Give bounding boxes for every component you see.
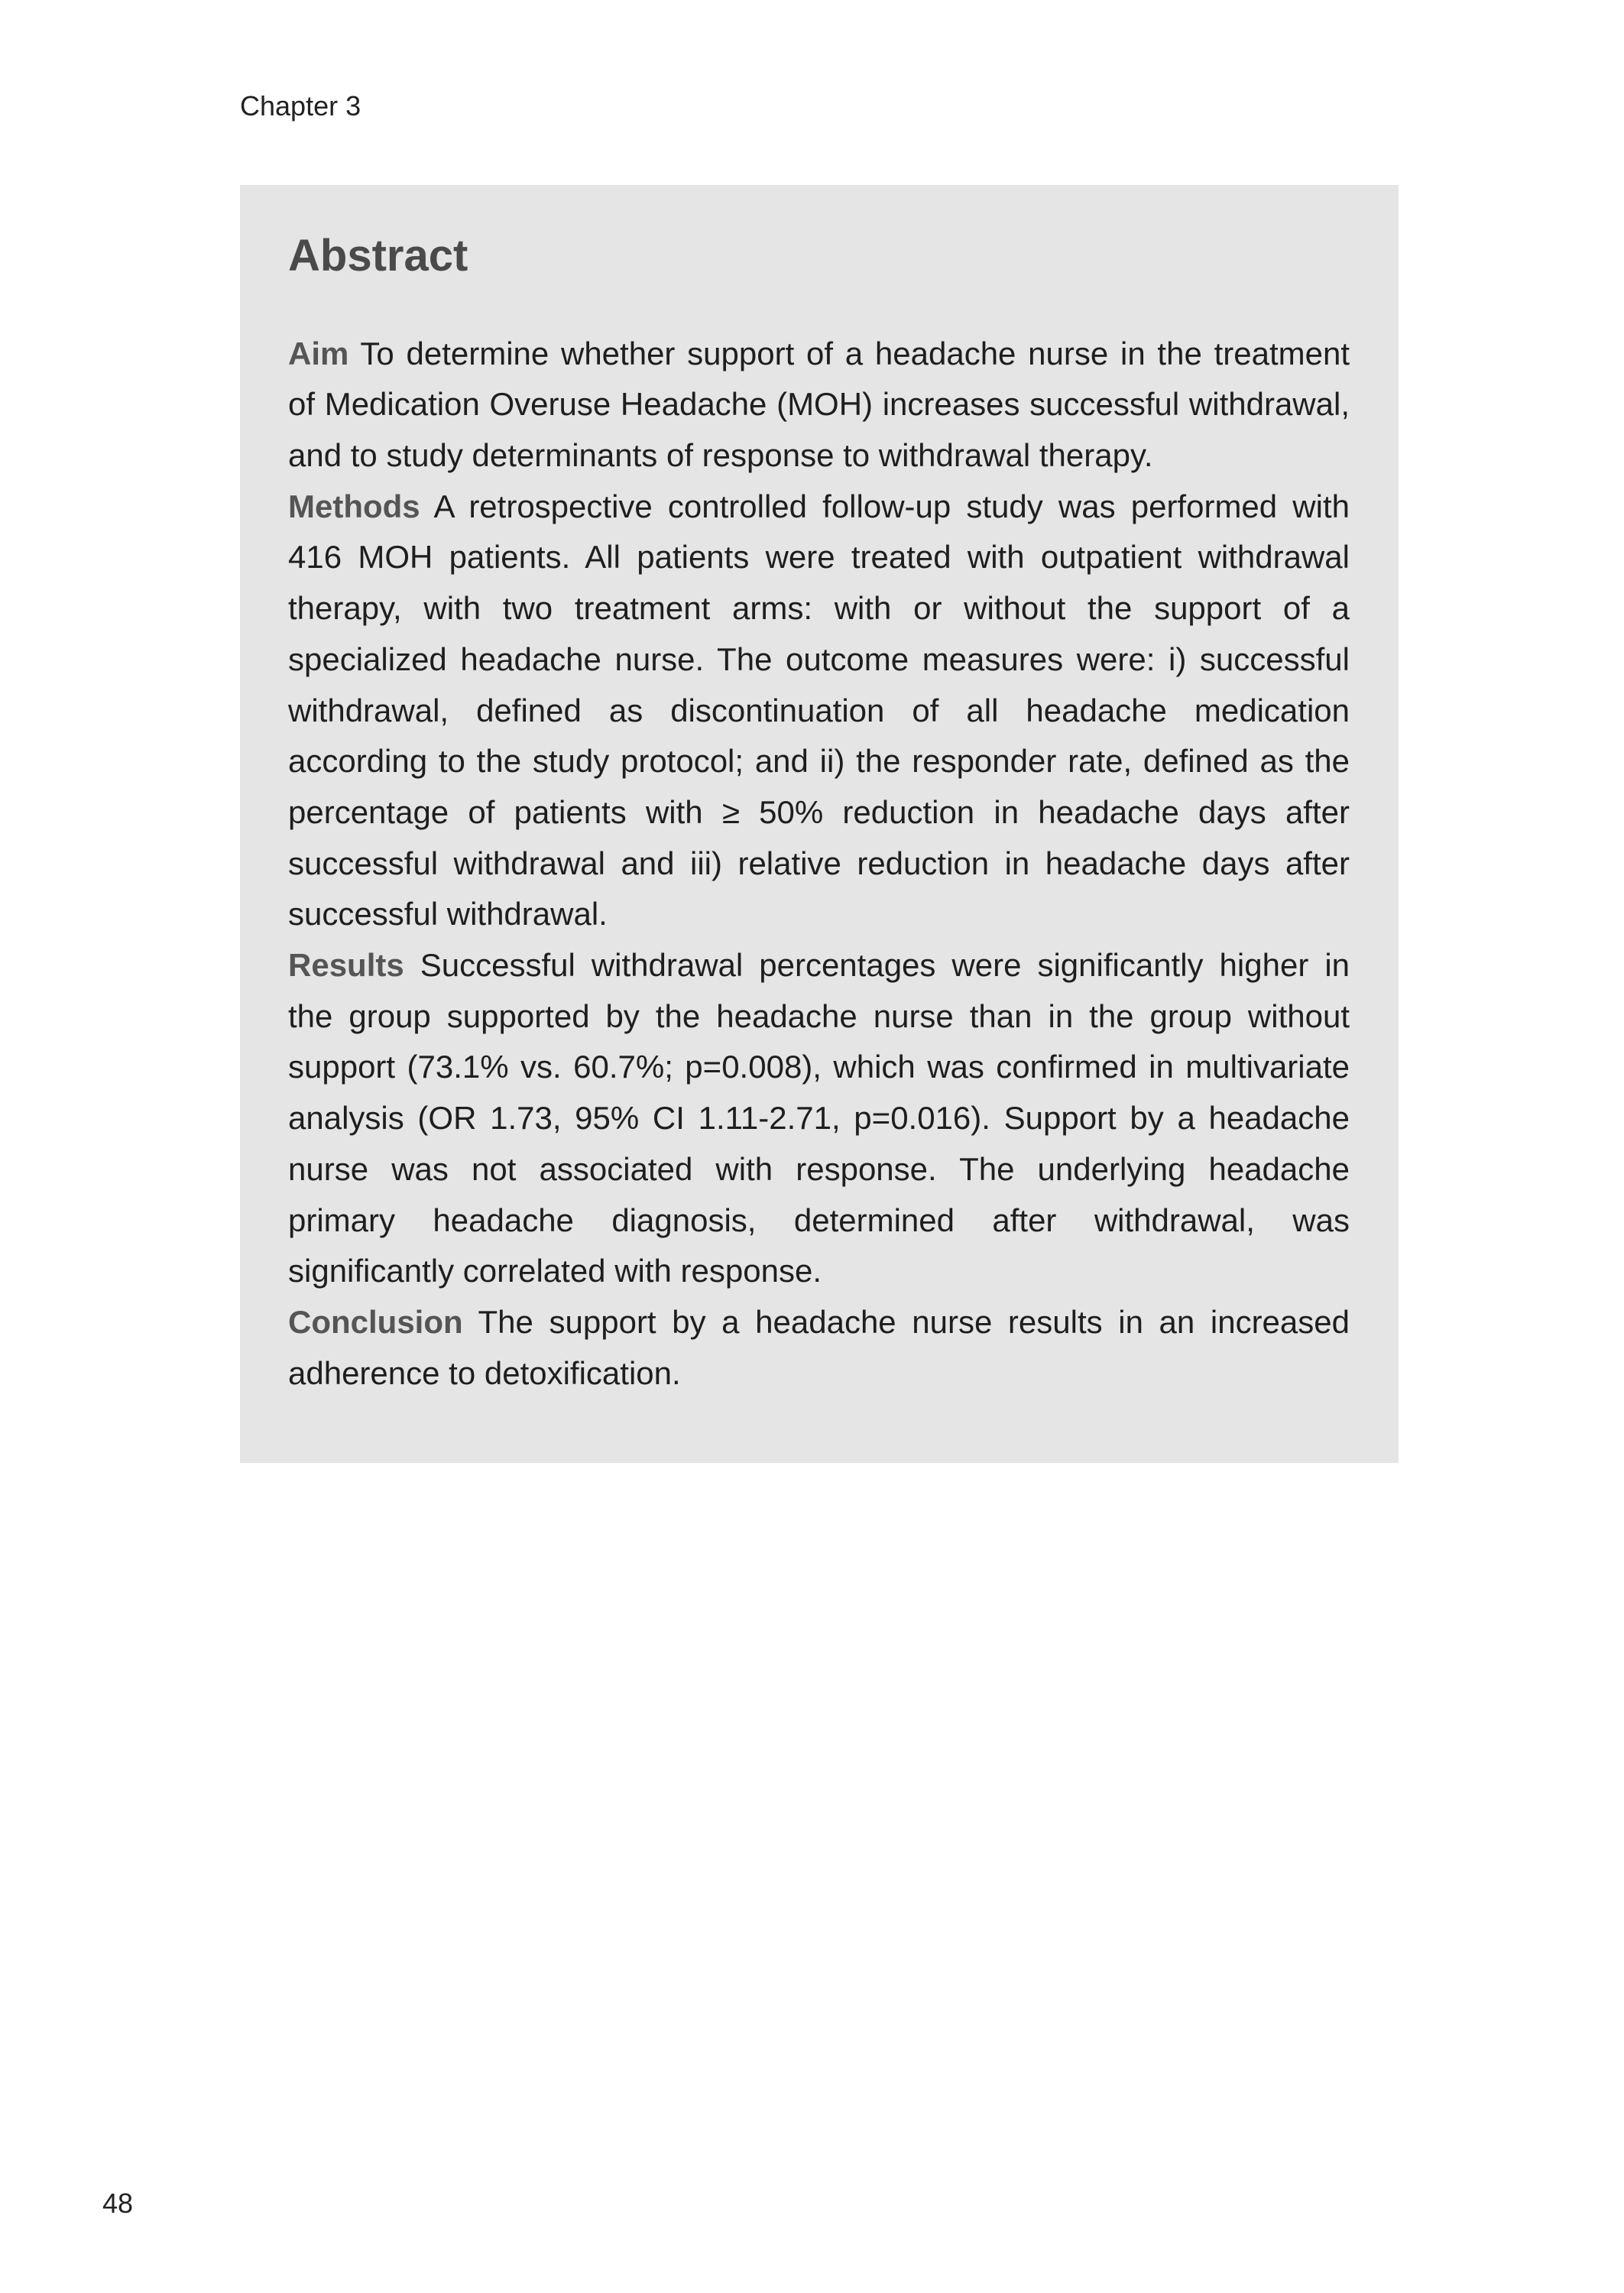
- aim-text: To determine whether support of a headache nurse in the treatment of Medication Overuse Headache (MOH) increases successful withdrawal, and to study determinants of response to withdrawal therapy.: [288, 335, 1350, 473]
- methods-label: Methods: [288, 488, 420, 524]
- aim-paragraph: [288, 329, 1350, 482]
- results-paragraph: [288, 940, 1350, 1297]
- conclusion-text: The support by a headache nurse results in an increased adherence to detoxification.: [288, 1303, 1350, 1391]
- conclusion-paragraph: [288, 1297, 1350, 1399]
- page-number: 48: [102, 2188, 134, 2219]
- abstract-body: [288, 329, 1350, 1399]
- running-header: Chapter 3: [240, 90, 361, 122]
- conclusion-label: Conclusion: [288, 1303, 463, 1340]
- abstract-title: Abstract: [288, 231, 468, 281]
- abstract-box: [240, 185, 1399, 1463]
- results-label: Results: [288, 947, 404, 984]
- methods-paragraph: [288, 482, 1350, 940]
- aim-label: Aim: [288, 335, 349, 371]
- results-text: Successful withdrawal percentages were significantly higher in the group supported by the headache nurse than in the group without support (73.1% vs. 60.7%; p=0.008), which was confirmed in multivariate analysis (OR 1.73, 95% CI 1.11-2.71, p=0.016). Support by a headache nurse was not associated with response. The underlying headache primary headache diagnosis, determined after withdrawal, was significantly correlated with response.: [288, 947, 1350, 1289]
- methods-text: A retrospective controlled follow-up study was performed with 416 MOH patients. All patients were treated with outpatient withdrawal therapy, with two treatment arms: with or without the support of a specialized headache nurse. The outcome measures were: i) successful withdrawal, defined as discontinuation of all headache medication according to the study protocol; and ii) the responder rate, defined as the percentage of patients with ≥ 50% reduction in headache days after successful withdrawal and iii) relative reduction in headache days after successful withdrawal.: [288, 488, 1350, 932]
